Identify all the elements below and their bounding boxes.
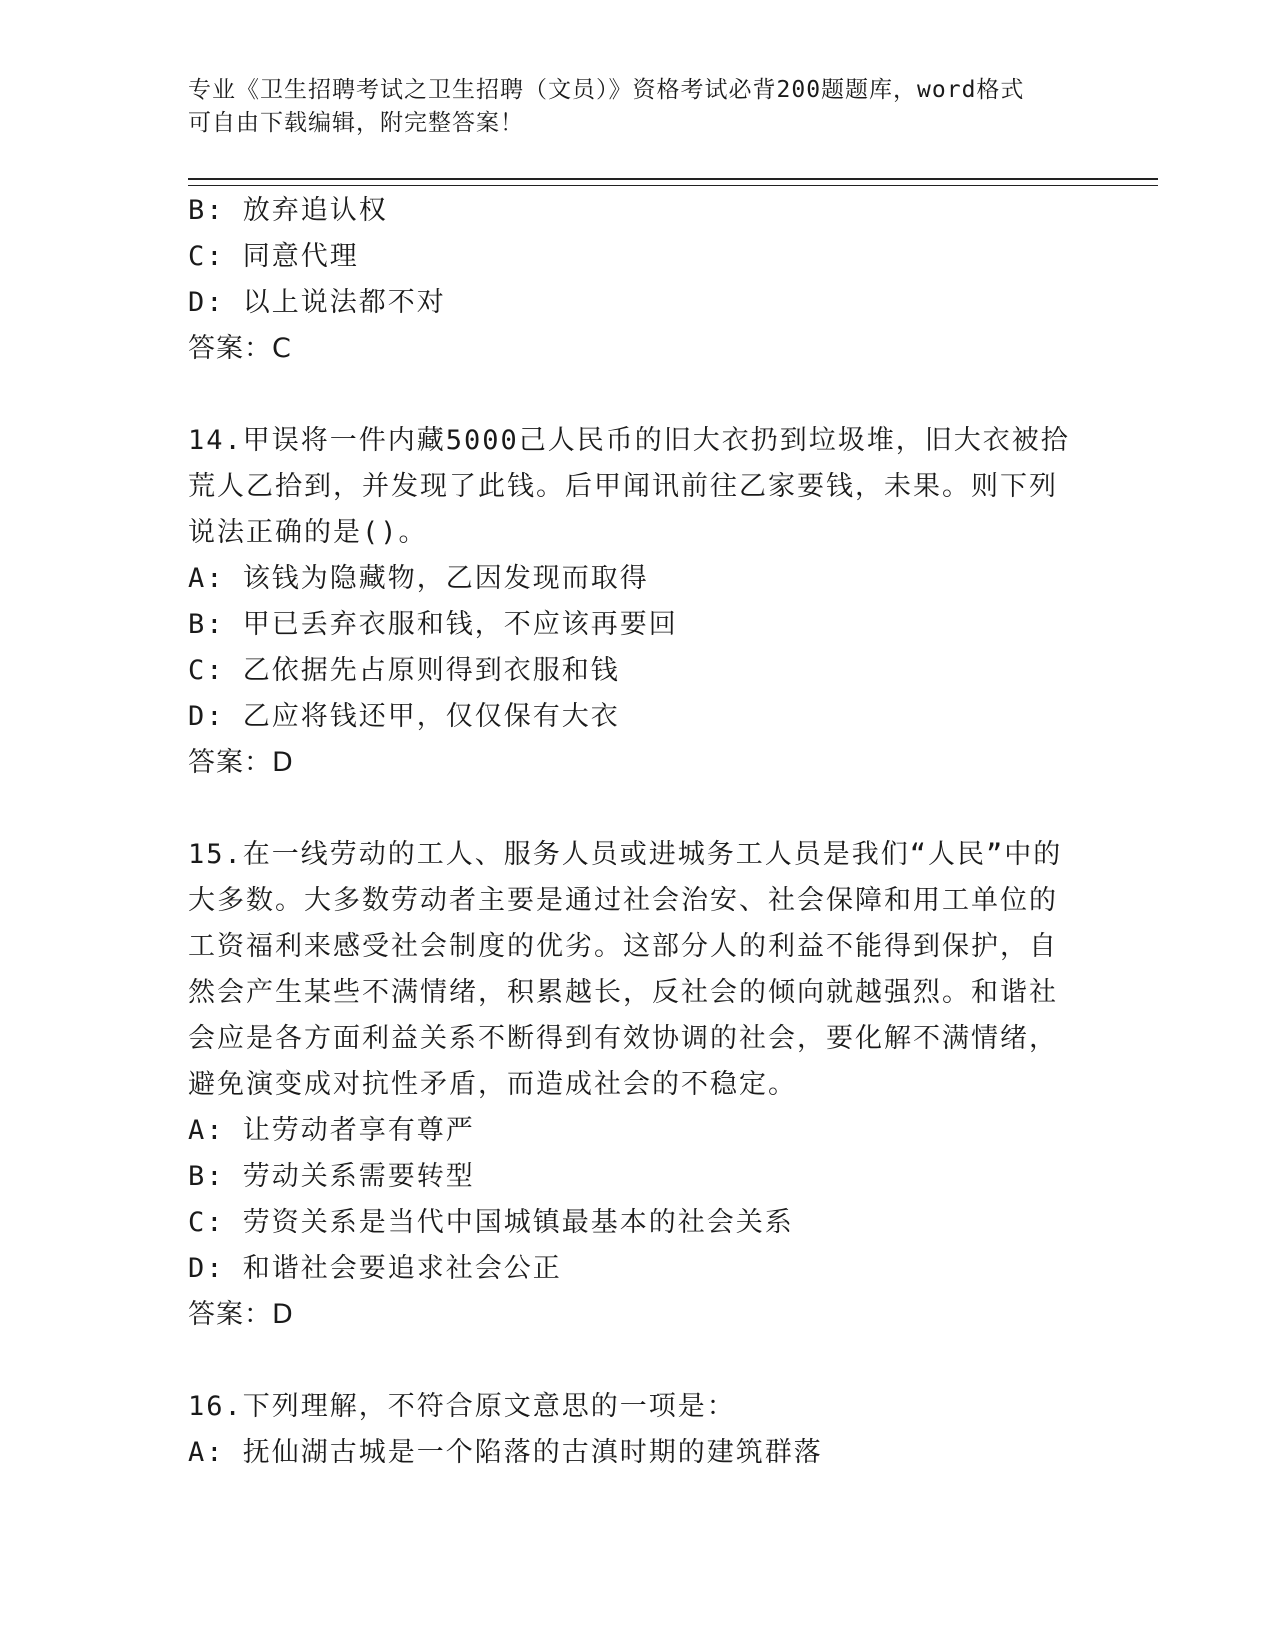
option-d: D: 和谐社会要追求社会公正	[188, 1253, 562, 1284]
option-a: A: 让劳动者享有尊严	[188, 1115, 475, 1146]
question-stem-line: 然会产生某些不满情绪，积累越长，反社会的倾向就越强烈。和谐社	[188, 977, 1058, 1008]
question-16	[188, 1384, 1088, 1476]
option-b: B: 甲已丢弃衣服和钱，不应该再要回	[188, 609, 678, 640]
question-stem-line: 工资福利来感受社会制度的优劣。这部分人的利益不能得到保护，自	[188, 931, 1058, 962]
answer-line: 答案：D	[188, 747, 294, 778]
question-stem-line: 15.在一线劳动的工人、服务人员或进城务工人员是我们“人民”中的	[188, 839, 1063, 870]
header-line-1: 专业《卫生招聘考试之卫生招聘（文员）》资格考试必背200题题库，word格式	[188, 77, 1025, 103]
header-line-2: 可自由下载编辑，附完整答案！	[188, 110, 524, 136]
question-stem-line: 避免演变成对抗性矛盾，而造成社会的不稳定。	[188, 1069, 797, 1100]
page-header	[188, 74, 1088, 140]
option-a: A: 该钱为隐藏物，乙因发现而取得	[188, 563, 649, 594]
document-body	[188, 188, 1088, 1476]
question-15	[188, 832, 1088, 1338]
option-d: D: 乙应将钱还甲，仅仅保有大衣	[188, 701, 620, 732]
option-a: A: 抚仙湖古城是一个陷落的古滇时期的建筑群落	[188, 1437, 823, 1468]
question-stem-line: 大多数。大多数劳动者主要是通过社会治安、社会保障和用工单位的	[188, 885, 1058, 916]
header-divider	[188, 178, 1158, 186]
question-stem-line: 说法正确的是()。	[188, 517, 428, 548]
option-c: C: 同意代理	[188, 241, 359, 272]
option-b: B: 劳动关系需要转型	[188, 1161, 475, 1192]
question-stem-line: 14.甲误将一件内藏5000己人民币的旧大衣扔到垃圾堆，旧大衣被拾	[188, 425, 1070, 456]
answer-line: 答案：D	[188, 1299, 294, 1330]
option-c: C: 乙依据先占原则得到衣服和钱	[188, 655, 620, 686]
option-b: B: 放弃追认权	[188, 195, 388, 226]
question-stem-line: 16.下列理解，不符合原文意思的一项是：	[188, 1391, 736, 1422]
answer-line: 答案：C	[188, 333, 292, 364]
option-c: C: 劳资关系是当代中国城镇最基本的社会关系	[188, 1207, 794, 1238]
option-d: D: 以上说法都不对	[188, 287, 446, 318]
spacer	[188, 1338, 1088, 1384]
question-stem-line: 会应是各方面利益关系不断得到有效协调的社会，要化解不满情绪，	[188, 1023, 1058, 1054]
spacer	[188, 786, 1088, 832]
question-stem-line: 荒人乙拾到，并发现了此钱。后甲闻讯前往乙家要钱，未果。则下列	[188, 471, 1058, 502]
spacer	[188, 372, 1088, 418]
question-13	[188, 188, 1088, 372]
question-14	[188, 418, 1088, 786]
